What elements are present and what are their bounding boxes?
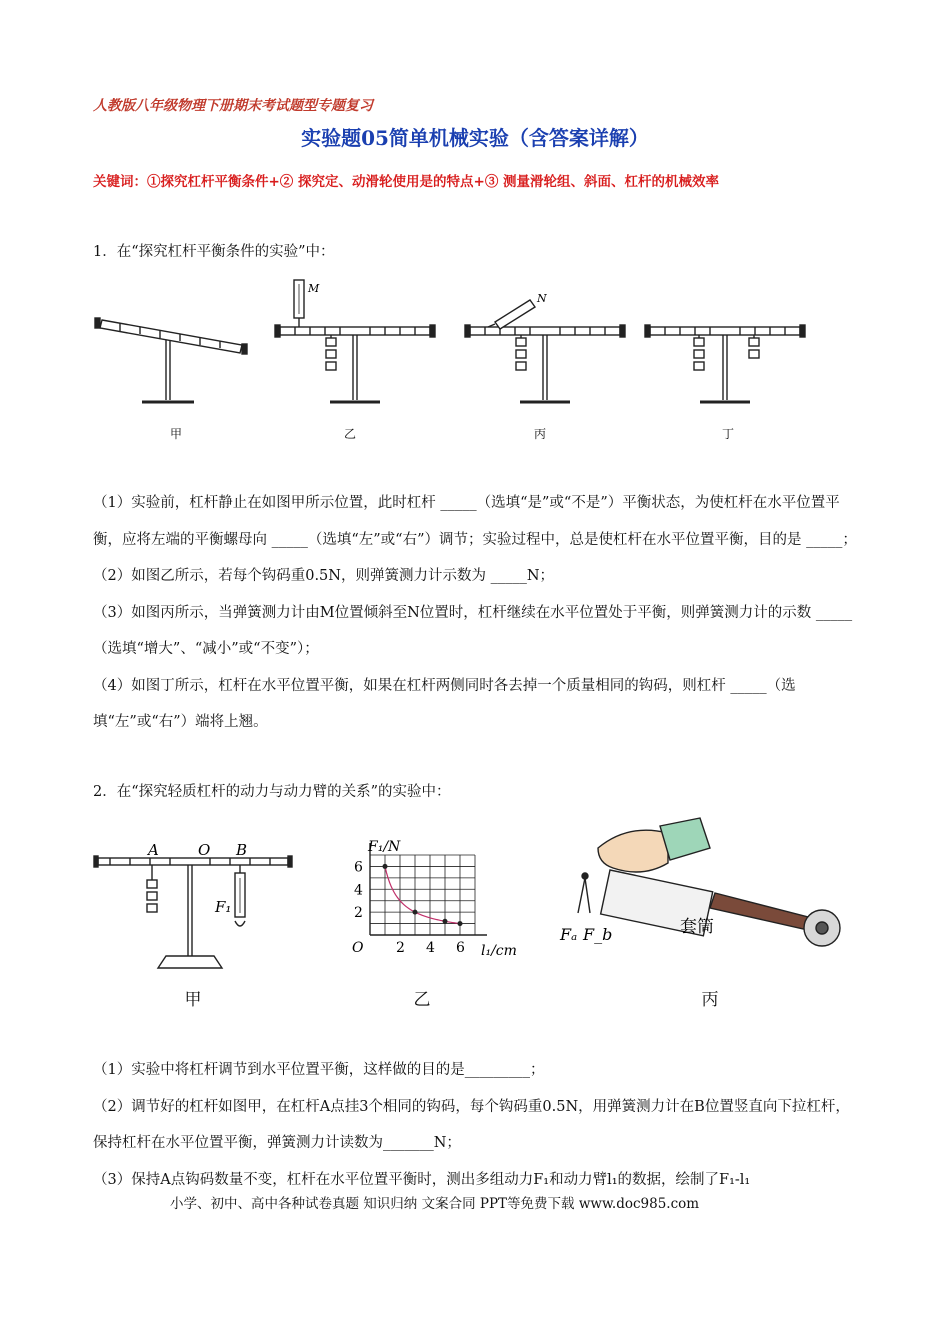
data-point [458,921,463,926]
origin-label: O [352,940,364,956]
q2-part-1: （1）实验中将杠杆调节到水平位置平衡，这样做的目的是_________； [93,1062,545,1078]
q2-caption-yi: 乙 [413,990,431,1010]
x-tick-label: 4 [426,940,435,956]
y-tick-label: 6 [354,859,363,876]
q2-chart [340,840,530,975]
data-curve [385,866,460,923]
data-point [383,864,388,869]
y-axis-label: F₁/N [368,839,401,855]
label-A: A [148,841,159,859]
series-title: 人教版八年级物理下册期末考试题型专题复习 [93,98,373,114]
label-F1: F₁ [215,898,232,916]
label-M: M [308,282,320,295]
label-sleeve: 套筒 [680,917,714,937]
page-title: 实验题05简单机械实验（含答案详解） [301,126,649,150]
q2-stem: 2．在“探究轻质杠杆的动力与动力臂的关系”的实验中： [93,784,451,800]
q1-stem: 1．在“探究杠杆平衡条件的实验”中： [93,244,335,260]
label-Fb: F_b [583,925,613,944]
q1-part-4: （4）如图丁所示，杠杆在水平位置平衡，如果在杠杆两侧同时各去掉一个质量相同的钩码，则杠杆 _____（选填“左”或“右”）端将上翘。 [93,677,796,730]
data-point [443,919,448,924]
q2-parts [93,1052,863,1198]
q2-caption-bing: 丙 [701,990,719,1010]
figure-jia [95,318,247,402]
x-axis-label: l₁/cm [481,943,517,959]
q1-part-1: （1）实验前，杠杆静止在如图甲所示位置，此时杠杆 _____（选填“是”或“不是”）平衡状态，为使杠杆在水平位置平衡，应将左端的平衡螺母向 _____（选填“左”或“右”）调节；实验过程中，总是使杠杆在水平位置平衡，目的是 _____； [93,495,857,548]
label-O: O [198,841,211,859]
q1-caption-ding: 丁 [721,427,734,441]
keywords: 关键词：①探究杠杆平衡条件+② 探究定、动滑轮使用是的特点+③ 测量滑轮组、斜面、杠杆的机械效率 [93,174,720,190]
y-tick-label: 2 [354,905,363,922]
q1-caption-bing: 丙 [533,427,546,441]
label-Fa: Fₐ [560,925,578,944]
q1-figures [90,272,810,412]
q2-figure-bing [550,818,850,958]
q1-caption-jia: 甲 [169,427,182,441]
q2-figure-jia [90,838,300,978]
label-B: B [236,841,248,859]
x-tick-label: 6 [456,940,465,956]
figure-yi [275,280,435,402]
data-point [413,910,418,915]
q2-caption-jia: 甲 [184,990,202,1010]
label-N: N [537,292,547,305]
figure-bing [465,300,625,402]
q1-part-3: （3）如图丙所示，当弹簧测力计由M位置倾斜至N位置时，杠杆继续在水平位置处于平衡，则弹簧测力计的示数 _____（选填“增大”、“减小”或“不变”）； [93,604,853,657]
q1-part-2: （2）如图乙所示，若每个钩码重0.5N，则弹簧测力计示数为 _____N； [93,568,555,584]
x-tick-label: 2 [396,940,405,956]
q1-caption-yi: 乙 [343,427,356,441]
q2-part-2: （2）调节好的杠杆如图甲，在杠杆A点挂3个相同的钩码，每个钩码重0.5N，用弹簧测力计在B位置竖直向下拉杠杆，保持杠杆在水平位置平衡，弹簧测力计读数为_______N； [93,1098,850,1151]
y-tick-label: 4 [354,882,363,899]
figure-ding [645,325,805,402]
q2-part-3: （3）保持A点钩码数量不变，杠杆在水平位置平衡时，测出多组动力F₁和动力臂l₁的数据，绘制了F₁-l₁ [93,1171,751,1188]
q1-parts [93,485,863,741]
footer: 小学、初中、高中各种试卷真题 知识归纳 文案合同 PPT等免费下载 www.doc985.com [170,1196,700,1212]
